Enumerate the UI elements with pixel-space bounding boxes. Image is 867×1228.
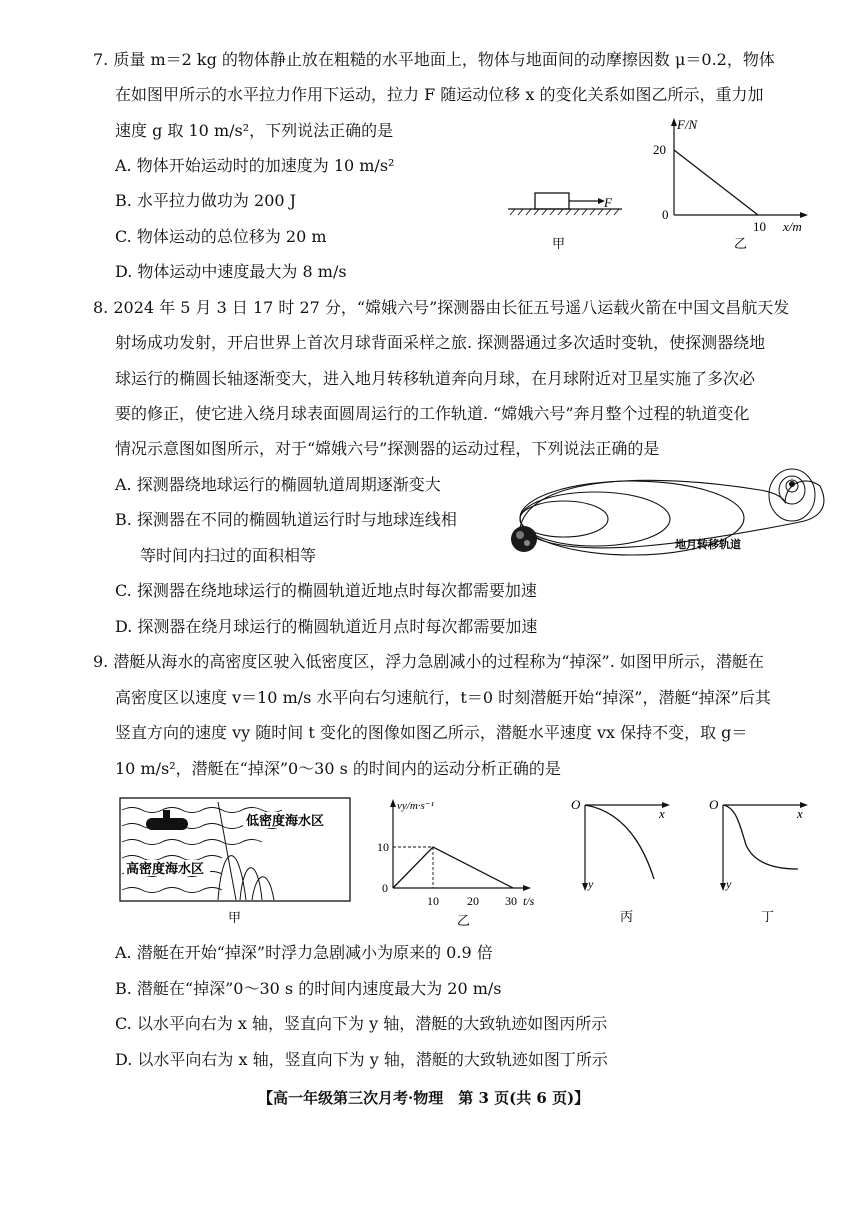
page-footer: 【高一年级第三次月考·物理 第 3 页(共 6 页)】 bbox=[258, 1089, 590, 1107]
q9-stem-line-4: 10 m/s²，潜艇在“掉深”0～30 s 的时间内的运动分析正确的是 bbox=[115, 759, 561, 778]
q7-option-c: C. 物体运动的总位移为 20 m bbox=[115, 227, 327, 246]
x-tick-10: 10 bbox=[753, 219, 766, 234]
x-tick-30: 30 bbox=[505, 894, 517, 908]
q7-option-b: B. 水平拉力做功为 200 J bbox=[115, 191, 297, 210]
q9-option-a: A. 潜艇在开始“掉深”时浮力急剧减小为原来的 0.9 倍 bbox=[115, 943, 493, 962]
q8-option-b: B. 探测器在不同的椭圆轨道运行时与地球连线相 bbox=[115, 510, 457, 529]
q7-figure-jia bbox=[500, 180, 630, 260]
caption-jia: 甲 bbox=[552, 236, 566, 251]
q8-option-c: C. 探测器在绕地球运行的椭圆轨道近地点时每次都需要加速 bbox=[115, 581, 537, 600]
x-axis-label: t/s bbox=[523, 894, 535, 908]
x-tick-20: 20 bbox=[467, 894, 479, 908]
q8-option-a: A. 探测器绕地球运行的椭圆轨道周期逐渐变大 bbox=[115, 475, 441, 494]
origin-label: O bbox=[709, 797, 719, 812]
q7-option-d: D. 物体运动中速度最大为 8 m/s bbox=[115, 262, 347, 281]
orbit-2 bbox=[520, 492, 670, 546]
low-density-label: 低密度海水区 bbox=[246, 813, 325, 828]
y-axis-label: vy/m·s⁻¹ bbox=[397, 800, 434, 812]
y-tick-20: 20 bbox=[653, 142, 666, 157]
x-axis-label: x bbox=[797, 806, 803, 821]
q9-stem-line-1: 9. 潜艇从海水的高密度区驶入低密度区，浮力急剧减小的过程称为“掉深”. 如图甲所示，潜艇在 bbox=[93, 652, 764, 671]
q9-stem-line-3: 竖直方向的速度 vy 随时间 t 变化的图像如图乙所示，潜艇水平速度 vx 保持不变，取 g＝ bbox=[115, 723, 748, 742]
q8-orbit-figure bbox=[500, 462, 835, 562]
earth bbox=[511, 526, 537, 552]
y-axis-label: y bbox=[588, 877, 594, 891]
transfer-orbit-label: 地月转移轨道 bbox=[675, 539, 741, 551]
q8-stem-line-1: 8. 2024 年 5 月 3 日 17 时 27 分，“嫦娥六号”探测器由长征五号遥八运载火箭在中国文昌航天发 bbox=[93, 298, 790, 317]
q7-stem-line-3: 速度 g 取 10 m/s²，下列说法正确的是 bbox=[115, 121, 394, 140]
y-tick-10: 10 bbox=[377, 840, 389, 854]
q9-option-b: B. 潜艇在“掉深”0～30 s 的时间内速度最大为 20 m/s bbox=[115, 979, 502, 998]
moon bbox=[789, 481, 795, 487]
q8-option-d: D. 探测器在绕月球运行的椭圆轨道近月点时每次都需要加速 bbox=[115, 617, 538, 636]
q7-option-a: A. 物体开始运动时的加速度为 10 m/s² bbox=[115, 156, 395, 175]
q7-figure-yi bbox=[645, 112, 815, 252]
y-axis-label: F/N bbox=[677, 117, 698, 132]
vy-line bbox=[393, 847, 513, 888]
q9-figure-bing bbox=[568, 795, 693, 930]
seabed-ridge bbox=[218, 856, 274, 900]
q9-option-d: D. 以水平向右为 x 轴，竖直向下为 y 轴，潜艇的大致轨迹如图丁所示 bbox=[115, 1050, 608, 1069]
q8-stem-line-4: 要的修正，使它进入绕月球表面圆周运行的工作轨道. “嫦娥六号”奔月整个过程的轨道变化 bbox=[115, 404, 750, 423]
x-axis-label: x/m bbox=[783, 219, 802, 234]
origin-label: 0 bbox=[382, 881, 388, 895]
caption-jia: 甲 bbox=[228, 910, 242, 925]
submarine bbox=[146, 818, 188, 830]
caption-bing: 丙 bbox=[620, 909, 634, 924]
caption-yi: 乙 bbox=[734, 236, 748, 251]
boundary bbox=[218, 802, 236, 900]
q8-option-b-continued: 等时间内扫过的面积相等 bbox=[140, 546, 317, 565]
q9-figure-ding bbox=[706, 795, 831, 930]
trajectory-bing bbox=[585, 805, 654, 879]
x-tick-10: 10 bbox=[427, 894, 439, 908]
caption-yi: 乙 bbox=[457, 913, 471, 928]
q7-stem-line-2: 在如图甲所示的水平拉力作用下运动，拉力 F 随运动位移 x 的变化关系如图乙所示，重力加 bbox=[115, 85, 764, 104]
block bbox=[535, 193, 569, 209]
q9-stem-line-2: 高密度区以速度 v＝10 m/s 水平向右匀速航行，t＝0 时刻潜艇开始“掉深”，潜艇“掉深”后其 bbox=[115, 688, 771, 707]
ground-hatching bbox=[510, 209, 619, 215]
origin-label: 0 bbox=[662, 207, 669, 222]
q8-stem-line-3: 球运行的椭圆长轴逐渐变大，进入地月转移轨道奔向月球，在月球附近对卫星实施了多次必 bbox=[115, 369, 756, 388]
q9-option-c: C. 以水平向右为 x 轴，竖直向下为 y 轴，潜艇的大致轨迹如图丙所示 bbox=[115, 1014, 608, 1033]
high-density-label: 高密度海水区 bbox=[126, 861, 205, 876]
caption-ding: 丁 bbox=[761, 909, 775, 924]
q7-stem-line-1: 7. 质量 m＝2 kg 的物体静止放在粗糙的水平地面上，物体与地面间的动摩擦因数 μ＝0.2，物体 bbox=[93, 50, 775, 69]
force-line bbox=[674, 150, 758, 215]
origin-label: O bbox=[571, 797, 581, 812]
q9-figure-jia bbox=[118, 796, 358, 931]
force-label: F bbox=[604, 195, 612, 210]
trajectory-ding bbox=[723, 805, 798, 869]
q8-stem-line-2: 射场成功发射，开启世界上首次月球背面采样之旅. 探测器通过多次适时变轨，使探测器绕地 bbox=[115, 333, 766, 352]
q8-stem-line-5: 情况示意图如图所示，对于“嫦娥六号”探测器的运动过程，下列说法正确的是 bbox=[115, 439, 660, 458]
x-axis-label: x bbox=[659, 806, 665, 821]
y-axis-label: y bbox=[726, 877, 732, 891]
q9-figure-yi bbox=[373, 795, 548, 930]
